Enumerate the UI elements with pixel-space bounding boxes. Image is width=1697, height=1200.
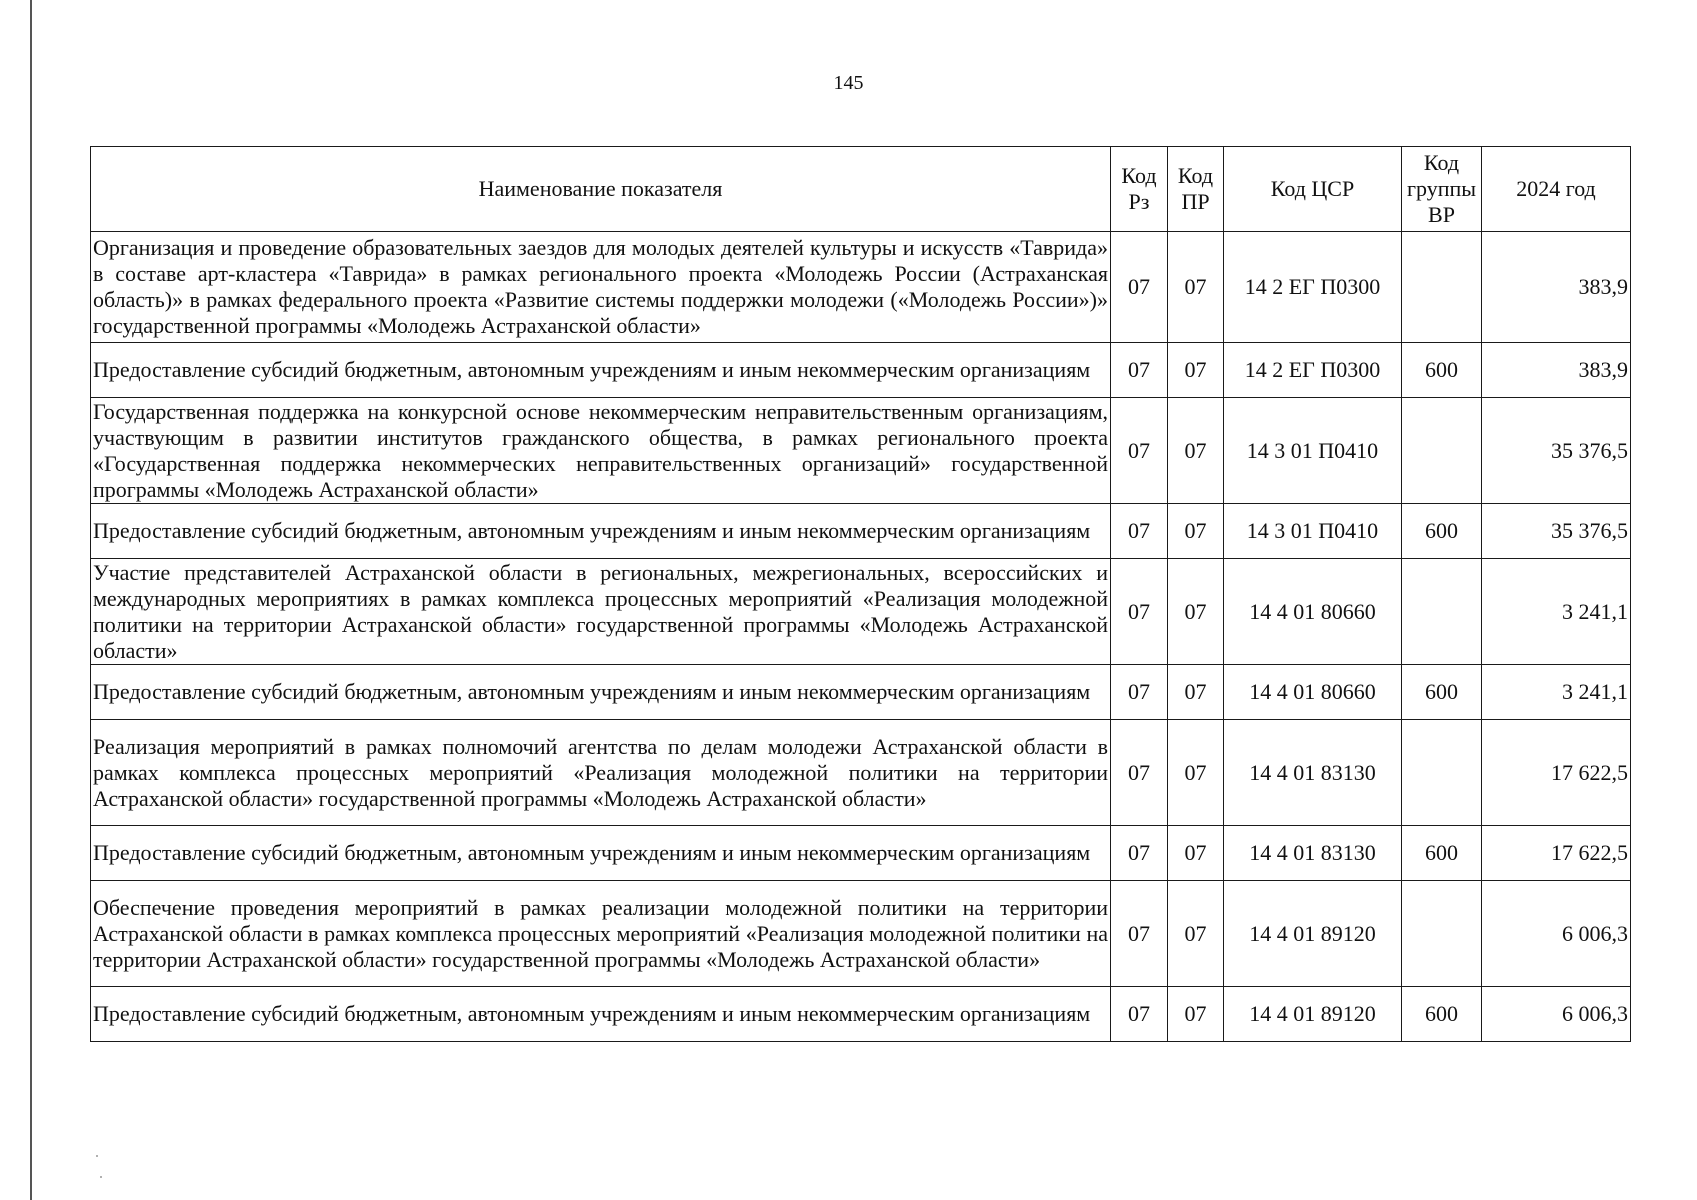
row-rz: 07 — [1111, 826, 1168, 881]
row-vr — [1402, 881, 1482, 987]
row-vr: 600 — [1402, 504, 1482, 559]
table-row — [91, 987, 1631, 1042]
row-vr — [1402, 398, 1482, 504]
row-rz: 07 — [1111, 398, 1168, 504]
row-amount: 35 376,5 — [1482, 504, 1631, 559]
row-pr: 07 — [1168, 881, 1224, 987]
header-name: Наименование показателя — [91, 147, 1111, 232]
row-csr: 14 3 01 П0410 — [1224, 504, 1402, 559]
row-name: Предоставление субсидий бюджетным, автономным учреждениям и иным некоммерческим организациям — [91, 987, 1111, 1042]
header-year: 2024 год — [1482, 147, 1631, 232]
table-header-row — [91, 147, 1631, 232]
row-rz: 07 — [1111, 987, 1168, 1042]
row-csr: 14 3 01 П0410 — [1224, 398, 1402, 504]
row-vr: 600 — [1402, 343, 1482, 398]
row-amount: 3 241,1 — [1482, 559, 1631, 665]
row-csr: 14 4 01 80660 — [1224, 665, 1402, 720]
row-pr: 07 — [1168, 826, 1224, 881]
table-row — [91, 504, 1631, 559]
row-csr: 14 2 ЕГ П0300 — [1224, 343, 1402, 398]
table-row — [91, 665, 1631, 720]
page-number: 145 — [833, 72, 864, 94]
header-rz: Код Рз — [1111, 147, 1168, 232]
row-amount: 17 622,5 — [1482, 720, 1631, 826]
row-csr: 14 4 01 89120 — [1224, 881, 1402, 987]
header-vr: Код группы ВР — [1402, 147, 1482, 232]
row-csr: 14 2 ЕГ П0300 — [1224, 232, 1402, 343]
row-amount: 383,9 — [1482, 232, 1631, 343]
row-vr: 600 — [1402, 665, 1482, 720]
header-pr: Код ПР — [1168, 147, 1224, 232]
row-amount: 383,9 — [1482, 343, 1631, 398]
header-csr: Код ЦСР — [1224, 147, 1402, 232]
row-vr — [1402, 559, 1482, 665]
binding-margin-line — [30, 0, 32, 1200]
row-amount: 6 006,3 — [1482, 881, 1631, 987]
row-rz: 07 — [1111, 665, 1168, 720]
row-rz: 07 — [1111, 720, 1168, 826]
row-vr — [1402, 232, 1482, 343]
row-amount: 6 006,3 — [1482, 987, 1631, 1042]
row-pr: 07 — [1168, 232, 1224, 343]
row-name: Предоставление субсидий бюджетным, автономным учреждениям и иным некоммерческим организациям — [91, 343, 1111, 398]
budget-table — [90, 146, 1631, 1042]
row-name: Участие представителей Астраханской области в региональных, межрегиональных, всероссийских и международных мероприятиях в рамках комплекса процессных мероприятий «Реализация молодежной политики на территории Астраханской области» государственной программы «Молодежь Астраханской области» — [91, 559, 1111, 665]
row-rz: 07 — [1111, 232, 1168, 343]
scan-speck — [100, 1176, 102, 1178]
row-rz: 07 — [1111, 881, 1168, 987]
scan-speck — [96, 1155, 98, 1157]
row-name: Предоставление субсидий бюджетным, автономным учреждениям и иным некоммерческим организациям — [91, 826, 1111, 881]
row-pr: 07 — [1168, 987, 1224, 1042]
row-vr: 600 — [1402, 987, 1482, 1042]
row-rz: 07 — [1111, 504, 1168, 559]
row-rz: 07 — [1111, 559, 1168, 665]
row-vr — [1402, 720, 1482, 826]
row-amount: 3 241,1 — [1482, 665, 1631, 720]
row-name: Предоставление субсидий бюджетным, автономным учреждениям и иным некоммерческим организациям — [91, 665, 1111, 720]
row-pr: 07 — [1168, 559, 1224, 665]
row-csr: 14 4 01 89120 — [1224, 987, 1402, 1042]
table-row — [91, 343, 1631, 398]
row-csr: 14 4 01 80660 — [1224, 559, 1402, 665]
row-name: Реализация мероприятий в рамках полномочий агентства по делам молодежи Астраханской области в рамках комплекса процессных мероприятий «Реализация молодежной политики на территории Астраханской области» государственной программы «Молодежь Астраханской области» — [91, 720, 1111, 826]
row-amount: 35 376,5 — [1482, 398, 1631, 504]
row-name: Организация и проведение образовательных заездов для молодых деятелей культуры и искусств «Таврида» в составе арт-кластера «Таврида» в рамках регионального проекта «Молодежь России (Астраханская область)» в рамках федерального проекта «Развитие системы поддержки молодежи («Молодежь России»)» государственной программы «Молодежь Астраханской области» — [91, 232, 1111, 343]
row-name: Государственная поддержка на конкурсной основе некоммерческим неправительственным организациям, участвующим в развитии институтов гражданского общества, в рамках регионального проекта «Государственная поддержка некоммерческих неправительственных организаций» государственной программы «Молодежь Астраханской области» — [91, 398, 1111, 504]
row-pr: 07 — [1168, 665, 1224, 720]
row-rz: 07 — [1111, 343, 1168, 398]
row-pr: 07 — [1168, 720, 1224, 826]
row-csr: 14 4 01 83130 — [1224, 826, 1402, 881]
table-row — [91, 559, 1631, 665]
table-row — [91, 720, 1631, 826]
table-row — [91, 881, 1631, 987]
row-pr: 07 — [1168, 398, 1224, 504]
table-row — [91, 232, 1631, 343]
row-name: Предоставление субсидий бюджетным, автономным учреждениям и иным некоммерческим организациям — [91, 504, 1111, 559]
row-csr: 14 4 01 83130 — [1224, 720, 1402, 826]
row-name: Обеспечение проведения мероприятий в рамках реализации молодежной политики на территории Астраханской области в рамках комплекса процессных мероприятий «Реализация молодежной политики на территории Астраханской области» государственной программы «Молодежь Астраханской области» — [91, 881, 1111, 987]
row-amount: 17 622,5 — [1482, 826, 1631, 881]
table-row — [91, 826, 1631, 881]
row-pr: 07 — [1168, 343, 1224, 398]
row-vr: 600 — [1402, 826, 1482, 881]
row-pr: 07 — [1168, 504, 1224, 559]
table-row — [91, 398, 1631, 504]
